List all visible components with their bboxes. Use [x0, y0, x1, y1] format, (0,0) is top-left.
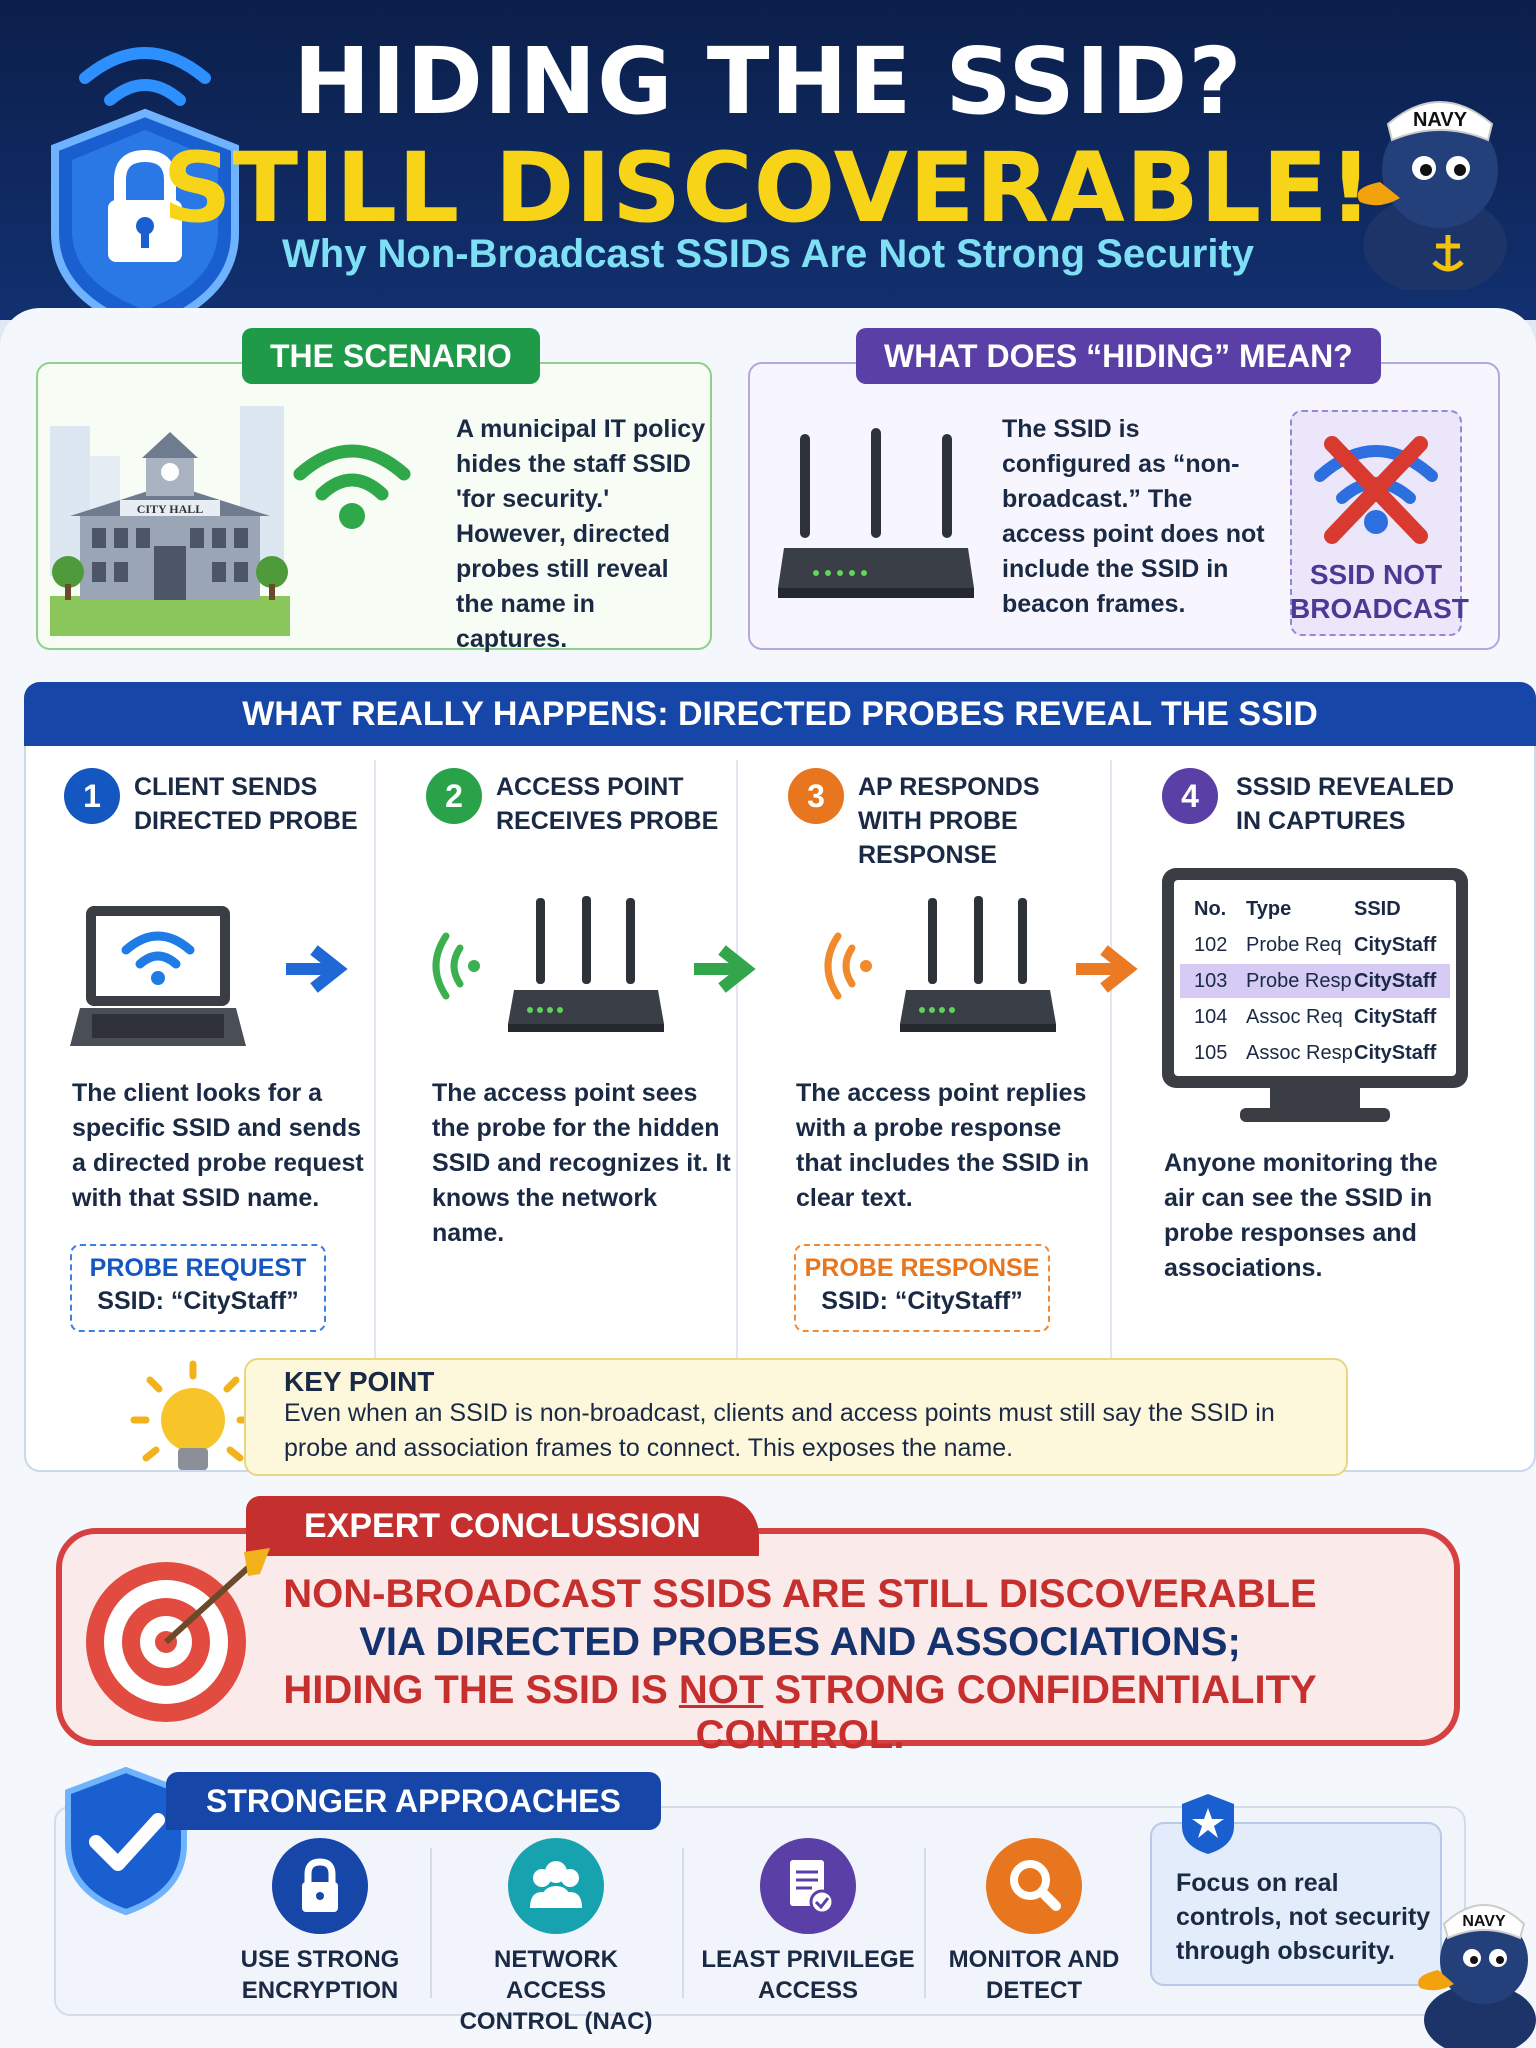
wifi-icon	[292, 432, 412, 532]
users-icon	[508, 1838, 604, 1934]
step-1-number: 1	[64, 768, 120, 824]
monitor-base	[1240, 1108, 1390, 1122]
step-divider	[374, 760, 376, 1360]
arrow-right-icon	[1074, 944, 1144, 994]
subtitle: Why Non-Broadcast SSIDs Are Not Strong Security	[282, 232, 1254, 276]
approach-label-monitor: MONITOR AND DETECT	[948, 1946, 1120, 2004]
navy-duck-mascot-small	[1408, 1880, 1536, 2048]
hat-text: NAVY	[1412, 109, 1468, 131]
scenario-pill: THE SCENARIO	[242, 328, 540, 384]
capture-row	[1180, 1036, 1450, 1070]
focus-text: Focus on real controls, not security through obscurity.	[1176, 1869, 1431, 1965]
step-2-title: ACCESS POINT RECEIVES PROBE	[496, 773, 719, 835]
city-hall-icon	[50, 396, 290, 636]
title-line-1: HIDING THE SSID?	[293, 28, 1243, 135]
capture-cell: 105	[1194, 1042, 1228, 1064]
capture-header-no: No.	[1194, 898, 1227, 920]
city-hall-sign: CITY HALL	[136, 502, 204, 516]
step-1-description: The client looks for a specific SSID and sends a directed probe request with that SSID name.	[72, 1079, 364, 1212]
step-4-number: 4	[1162, 768, 1218, 824]
capture-cell: 102	[1194, 934, 1228, 956]
probe-response-ssid: SSID: “CityStaff”	[821, 1287, 1023, 1315]
title-line-2: STILL DISCOVERABLE!	[162, 132, 1374, 244]
capture-row	[1180, 1000, 1450, 1034]
router-icon	[776, 428, 976, 604]
step-4-title: SSSID REVEALED IN CAPTURES	[1236, 773, 1455, 835]
magnifier-icon	[986, 1838, 1082, 1934]
capture-cell: CityStaff	[1354, 970, 1437, 992]
conclusion-line-3-post: STRONG CONFIDENTIALITY CONTROL.	[695, 1668, 1317, 1757]
conclusion-pill: EXPERT CONCLUSSION	[246, 1496, 759, 1556]
access-point-icon	[420, 896, 670, 1036]
key-point-title: KEY POINT	[284, 1366, 435, 1397]
conclusion-line-2: VIA DIRECTED PROBES AND ASSOCIATIONS;	[359, 1620, 1241, 1664]
step-3-description: The access point replies with a probe response that includes the SSID in clear text.	[796, 1079, 1090, 1212]
hiding-text: The SSID is configured as “non-broadcast.” The access point does not include the SSID in beacon frames.	[1002, 415, 1265, 618]
laptop-icon	[70, 904, 246, 1052]
probe-request-title: PROBE REQUEST	[89, 1254, 307, 1282]
capture-cell: CityStaff	[1354, 1042, 1437, 1064]
step-2-description: The access point sees the probe for the hidden SSID and recognizes it. It knows the network name.	[432, 1079, 731, 1247]
capture-cell: Probe Req	[1246, 934, 1342, 956]
lock-icon	[272, 1838, 368, 1934]
hat-text-small: NAVY	[1462, 1913, 1506, 1930]
key-point-text: Even when an SSID is non-broadcast, clients and access points must still say the SSID in probe and association frames to connect. This exposes the name.	[284, 1399, 1275, 1462]
probe-request-ssid: SSID: “CityStaff”	[97, 1287, 299, 1315]
approach-divider	[430, 1848, 432, 1998]
capture-row-highlighted	[1180, 964, 1450, 998]
approach-divider	[682, 1848, 684, 1998]
conclusion-line-1: NON-BROADCAST SSIDS ARE STILL DISCOVERABLE	[283, 1572, 1317, 1616]
capture-cell: CityStaff	[1354, 934, 1437, 956]
lightbulb-icon	[128, 1360, 258, 1480]
conclusion-not-emphasis: NOT	[678, 1668, 764, 1712]
approach-label-encryption: USE STRONG ENCRYPTION	[240, 1946, 400, 2004]
step-2-number: 2	[426, 768, 482, 824]
capture-cell: CityStaff	[1354, 1006, 1437, 1028]
star-shield-icon	[1178, 1792, 1238, 1856]
document-check-icon	[760, 1838, 856, 1934]
probe-response-title: PROBE RESPONSE	[804, 1254, 1040, 1282]
scenario-text: A municipal IT policy hides the staff SSID 'for security.' However, directed probes still reveal the name in captures.	[456, 415, 706, 653]
capture-cell: Assoc Req	[1246, 1006, 1343, 1028]
arrow-right-icon	[692, 944, 762, 994]
capture-cell: 103	[1194, 970, 1228, 992]
probe-request-tag	[70, 1244, 326, 1332]
capture-cell: 104	[1194, 1006, 1228, 1028]
approaches-pill: STRONGER APPROACHES	[166, 1772, 661, 1830]
capture-header-ssid: SSID	[1354, 898, 1401, 920]
step-1-title: CLIENT SENDS DIRECTED PROBE	[134, 773, 358, 835]
approach-label-least-privilege: LEAST PRIVILEGE ACCESS	[701, 1946, 915, 2004]
step-3-title: AP RESPONDS WITH PROBE RESPONSE	[858, 773, 1040, 869]
capture-header-type: Type	[1246, 898, 1292, 920]
capture-cell: Probe Resp	[1246, 970, 1352, 992]
probe-response-tag	[794, 1244, 1050, 1332]
monitor-stand	[1270, 1088, 1360, 1110]
process-header: WHAT REALLY HAPPENS: DIRECTED PROBES REVEAL THE SSID	[24, 682, 1536, 746]
hiding-pill: WHAT DOES “HIDING” MEAN?	[856, 328, 1381, 384]
step-4-description: Anyone monitoring the air can see the SSID in probe responses and associations.	[1164, 1149, 1438, 1282]
step-divider	[736, 760, 738, 1360]
approach-label-nac: NETWORK ACCESS CONTROL (NAC)	[459, 1946, 653, 2035]
target-icon	[74, 1546, 274, 1726]
capture-table-header	[1180, 892, 1450, 926]
capture-row	[1180, 928, 1450, 962]
wifi-off-icon	[1310, 432, 1442, 544]
conclusion-line-3-pre: HIDING THE SSID IS	[283, 1668, 679, 1712]
step-3-number: 3	[788, 768, 844, 824]
capture-cell: Assoc Resp	[1246, 1042, 1353, 1064]
ssid-not-broadcast-label: SSID NOT BROADCAST	[1290, 559, 1469, 624]
access-point-response-icon	[812, 896, 1062, 1036]
step-divider	[1110, 760, 1112, 1360]
arrow-right-icon	[284, 944, 354, 994]
conclusion-line-3	[250, 1668, 1350, 1758]
